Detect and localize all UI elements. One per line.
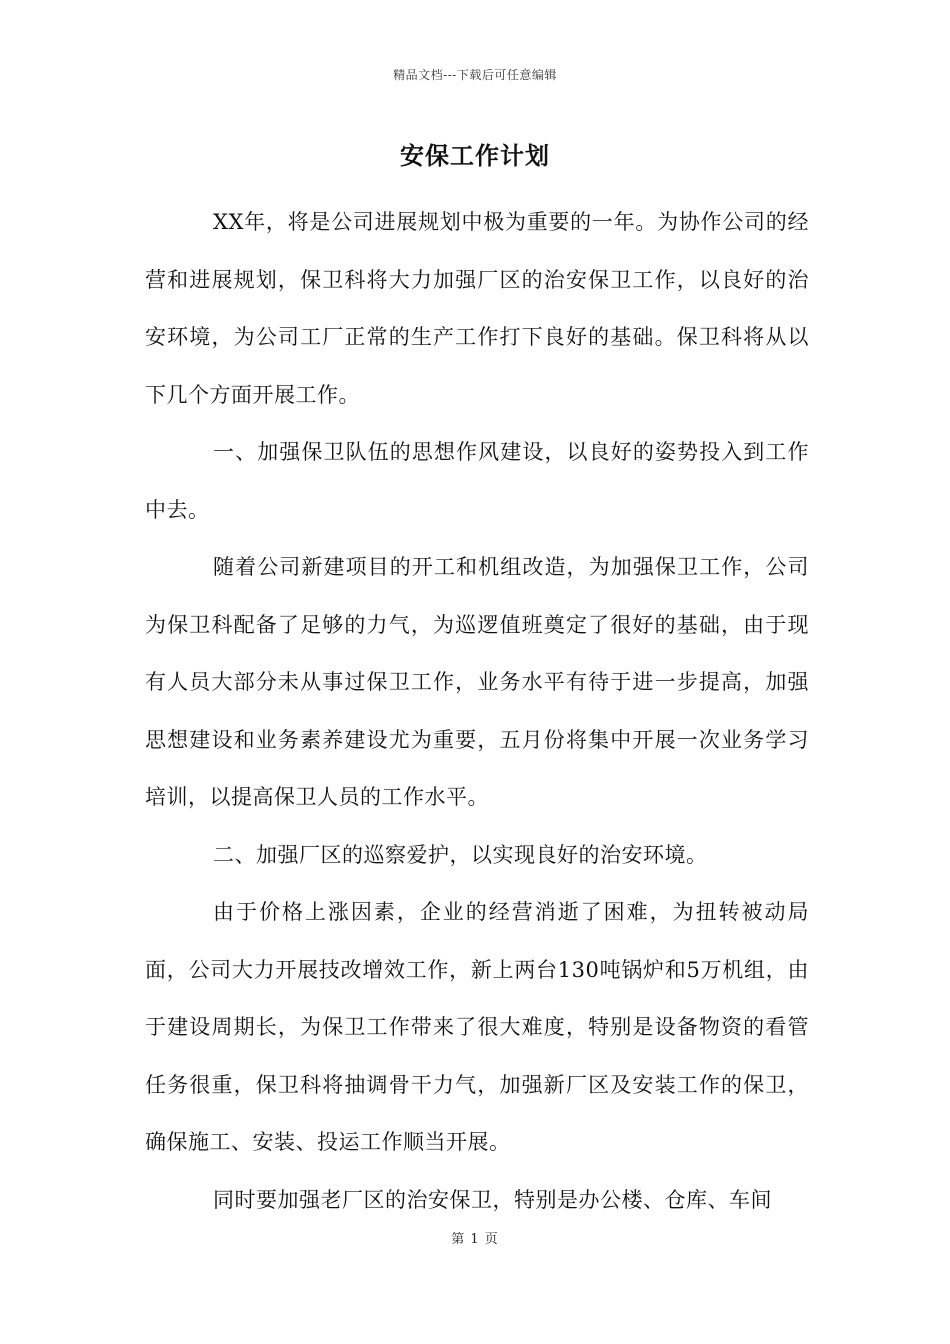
paragraph-section-1-body: 随着公司新建项目的开工和机组改造，为加强保卫工作，公司为保卫科配备了足够的力气，为巡逻值班奠定了很好的基础，由于现有人员大部分未从事过保卫工作，业务水平有待于进一步提高，加强思想建设和业务素养建设尤为重要，五月份将集中开展一次业务学习培训，以提高保卫人员的工作水平。 — [145, 555, 809, 809]
page-header: 精品文档---下载后可任意编辑 — [393, 68, 557, 82]
page-number: 第 1 页 — [451, 1232, 499, 1247]
document-title: 安保工作计划 — [400, 141, 550, 170]
paragraph-section-2-body: 由于价格上涨因素，企业的经营消逝了困难，为扭转被动局面，公司大力开展技改增效工作，新上两台130吨锅炉和5万机组，由于建设周期长，为保卫工作带来了很大难度，特别是设备物资的看管任务很重，保卫科将抽调骨干力气，加强新厂区及安装工作的保卫，确保施工、安装、投运工作顺当开展。 — [145, 900, 809, 1154]
paragraph-section-2-heading: 二、加强厂区的巡察爱护，以实现良好的治安环境。 — [213, 842, 708, 867]
paragraph-section-2-continued: 同时要加强老厂区的治安保卫，特别是办公楼、仓库、车间 — [213, 1187, 772, 1212]
paragraph-intro: XX年，将是公司进展规划中极为重要的一年。为协作公司的经营和进展规划，保卫科将大力加强厂区的治安保卫工作，以良好的治安环境，为公司工厂正常的生产工作打下良好的基础。保卫科将从以下几个方面开展工作。 — [145, 210, 809, 407]
paragraph-section-1-heading: 一、加强保卫队伍的思想作风建设，以良好的姿势投入到工作中去。 — [145, 440, 809, 522]
document-body — [145, 194, 809, 1229]
